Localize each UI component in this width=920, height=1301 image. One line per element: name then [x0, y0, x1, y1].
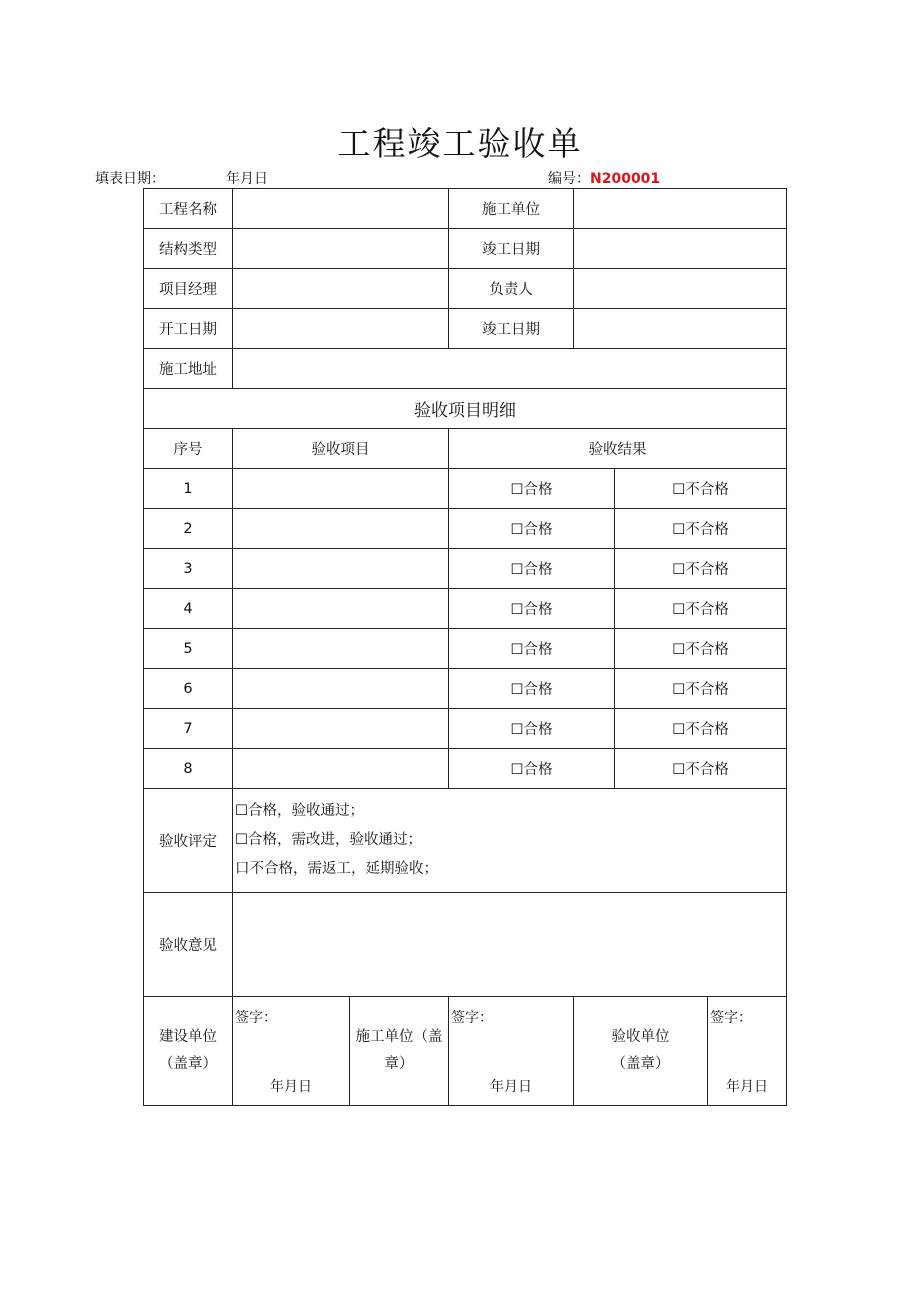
construction-unit-line2: （盖章） [159, 1056, 217, 1072]
detail-row [144, 629, 787, 669]
detail-row [144, 549, 787, 589]
project-name-field[interactable] [233, 189, 449, 229]
item-field[interactable] [233, 589, 449, 629]
pass-checkbox[interactable]: ☐合格 [449, 509, 615, 549]
form-number-label: 编号： [548, 171, 590, 187]
acceptance-unit-label [574, 997, 708, 1106]
fill-date-value[interactable]: 年月日 [226, 171, 268, 187]
opinion-field[interactable] [233, 893, 787, 997]
completion-date-2-label: 竣工日期 [449, 309, 574, 349]
item-field[interactable] [233, 669, 449, 709]
evaluation-row [144, 789, 787, 893]
info-row-4 [144, 309, 787, 349]
form-number-value: N200001 [590, 171, 661, 187]
acceptance-unit-line1: 验收单位 [611, 1029, 670, 1045]
detail-row [144, 709, 787, 749]
row-number: 5 [144, 629, 233, 669]
info-row-5 [144, 349, 787, 389]
builder-unit-label [350, 997, 449, 1106]
construction-signature-cell[interactable] [233, 997, 350, 1106]
structure-type-field[interactable] [233, 229, 449, 269]
col-header-result: 验收结果 [449, 429, 787, 469]
info-row-1 [144, 189, 787, 229]
document-title: 工程竣工验收单 [337, 124, 583, 163]
col-header-item: 验收项目 [233, 429, 449, 469]
person-in-charge-field[interactable] [574, 269, 787, 309]
evaluation-option-fail[interactable]: 口不合格，需返工，延期验收； [235, 861, 438, 877]
pass-checkbox[interactable]: ☐合格 [449, 749, 615, 789]
construction-unit-label [144, 997, 233, 1106]
row-number: 8 [144, 749, 233, 789]
item-field[interactable] [233, 709, 449, 749]
info-row-3 [144, 269, 787, 309]
acceptance-unit-line2: （盖章） [611, 1056, 670, 1072]
contractor-label: 施工单位 [449, 189, 574, 229]
opinion-row [144, 893, 787, 997]
evaluation-option-improve[interactable]: ☐合格，需改进，验收通过； [235, 832, 422, 848]
pass-checkbox[interactable]: ☐合格 [449, 709, 615, 749]
row-number: 4 [144, 589, 233, 629]
item-field[interactable] [233, 749, 449, 789]
pass-checkbox[interactable]: ☐合格 [449, 669, 615, 709]
pass-checkbox[interactable]: ☐合格 [449, 629, 615, 669]
details-section-row [144, 389, 787, 429]
detail-row [144, 469, 787, 509]
col-header-no: 序号 [144, 429, 233, 469]
acceptance-signature-cell[interactable] [708, 997, 787, 1106]
item-field[interactable] [233, 629, 449, 669]
sign-label: 签字： [235, 1010, 277, 1026]
row-number: 3 [144, 549, 233, 589]
start-date-field[interactable] [233, 309, 449, 349]
item-field[interactable] [233, 469, 449, 509]
fail-checkbox[interactable]: ☐不合格 [615, 629, 787, 669]
fail-checkbox[interactable]: ☐不合格 [615, 669, 787, 709]
fail-checkbox[interactable]: ☐不合格 [615, 709, 787, 749]
fail-checkbox[interactable]: ☐不合格 [615, 589, 787, 629]
project-manager-field[interactable] [233, 269, 449, 309]
details-header-row [144, 429, 787, 469]
item-field[interactable] [233, 549, 449, 589]
sign-date: 年月日 [490, 1079, 532, 1095]
fail-checkbox[interactable]: ☐不合格 [615, 469, 787, 509]
site-address-label: 施工地址 [144, 349, 233, 389]
evaluation-option-pass[interactable]: ☐合格，验收通过； [235, 803, 364, 819]
detail-row [144, 749, 787, 789]
sign-date: 年月日 [726, 1079, 768, 1095]
start-date-label: 开工日期 [144, 309, 233, 349]
row-number: 2 [144, 509, 233, 549]
construction-unit-line1: 建设单位 [159, 1029, 217, 1045]
pass-checkbox[interactable]: ☐合格 [449, 589, 615, 629]
detail-row [144, 589, 787, 629]
pass-checkbox[interactable]: ☐合格 [449, 469, 615, 509]
fail-checkbox[interactable]: ☐不合格 [615, 749, 787, 789]
fail-checkbox[interactable]: ☐不合格 [615, 549, 787, 589]
completion-date-field[interactable] [574, 229, 787, 269]
evaluation-options [233, 789, 787, 893]
item-field[interactable] [233, 509, 449, 549]
row-number: 7 [144, 709, 233, 749]
details-section-title: 验收项目明细 [144, 389, 787, 429]
sign-label: 签字： [710, 1010, 752, 1026]
evaluation-label: 验收评定 [144, 789, 233, 893]
project-manager-label: 项目经理 [144, 269, 233, 309]
info-row-2 [144, 229, 787, 269]
project-name-label: 工程名称 [144, 189, 233, 229]
sign-date: 年月日 [270, 1079, 312, 1095]
structure-type-label: 结构类型 [144, 229, 233, 269]
opinion-label: 验收意见 [144, 893, 233, 997]
builder-unit-line1: 施工单位（盖 [355, 1029, 443, 1045]
acceptance-form-table [143, 188, 787, 1106]
form-number [548, 170, 660, 188]
fail-checkbox[interactable]: ☐不合格 [615, 509, 787, 549]
completion-date-label: 竣工日期 [449, 229, 574, 269]
row-number: 1 [144, 469, 233, 509]
builder-unit-line2: 章） [384, 1056, 414, 1072]
site-address-field[interactable] [233, 349, 787, 389]
detail-row [144, 669, 787, 709]
fill-date-label: 填表日期： [95, 171, 165, 187]
detail-row [144, 509, 787, 549]
builder-signature-cell[interactable] [449, 997, 574, 1106]
signature-row [144, 997, 787, 1106]
row-number: 6 [144, 669, 233, 709]
person-in-charge-label: 负责人 [449, 269, 574, 309]
completion-date-2-field[interactable] [574, 309, 787, 349]
pass-checkbox[interactable]: ☐合格 [449, 549, 615, 589]
sign-label: 签字： [451, 1010, 493, 1026]
contractor-field[interactable] [574, 189, 787, 229]
